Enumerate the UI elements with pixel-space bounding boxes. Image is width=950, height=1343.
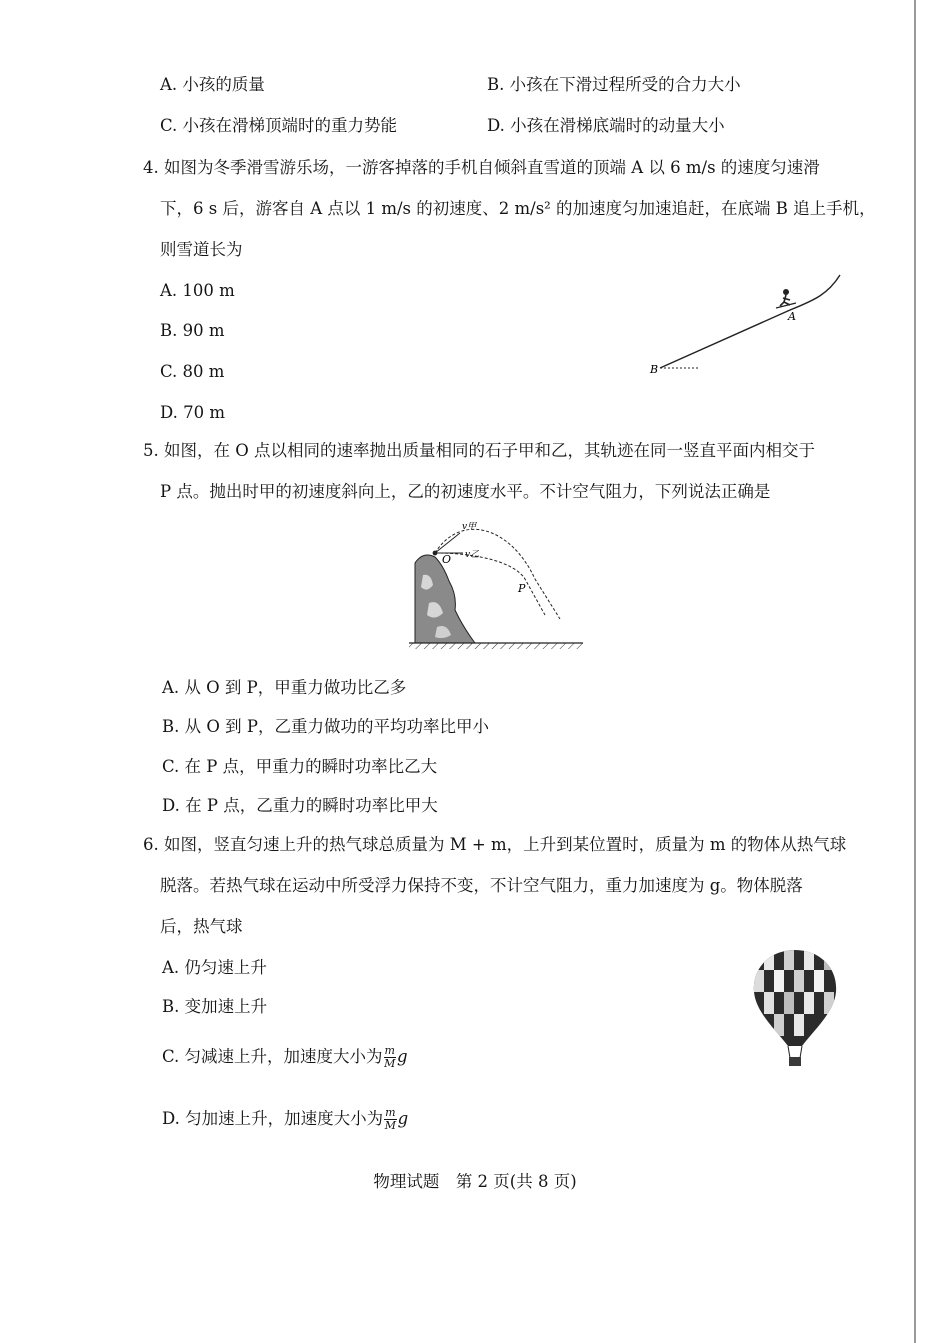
page-footer: 物理试题 第 2 页(共 8 页) (373, 1172, 577, 1191)
q4-stem-line-2: 下，6 s 后，游客自 A 点以 1 m/s 的初速度、2 m/s² 的加速度匀加速追赶，在底端 B 追上手机， (160, 199, 876, 218)
q5-stem-line-2: P 点。抛出时甲的初速度斜向上，乙的初速度水平。不计空气阻力，下列说法正确是 (160, 482, 771, 501)
q6-stem-line-3: 后，热气球 (160, 917, 243, 936)
q4-option-d: D. 70 m (160, 403, 226, 422)
label-o: O (442, 553, 452, 566)
q3-option-c: C. 小孩在滑梯顶端时的重力势能 (160, 116, 398, 135)
ground-hatch (409, 643, 583, 649)
q3-option-a: A. 小孩的质量 (160, 75, 265, 94)
q5-option-d: D. 在 P 点，乙重力的瞬时功率比甲大 (162, 796, 438, 815)
label-v-yi: v乙 (465, 550, 480, 560)
q6-option-a: A. 仍匀速上升 (162, 958, 267, 977)
label-p: P (518, 582, 526, 595)
q5-option-a: A. 从 O 到 P，甲重力做功比乙多 (162, 678, 407, 697)
skier-icon (776, 289, 796, 308)
q5-stem-line-1: 5. 如图，在 O 点以相同的速率抛出质量相同的石子甲和乙，其轨迹在同一竖直平面内相交于 (143, 441, 816, 460)
q6-option-b: B. 变加速上升 (162, 997, 268, 1016)
point-a-label: A (788, 310, 796, 323)
q4-stem-line-3: 则雪道长为 (160, 240, 243, 259)
q5-option-b: B. 从 O 到 P，乙重力做功的平均功率比甲小 (162, 717, 489, 736)
q4-stem-line-1: 4. 如图为冬季滑雪游乐场，一游客掉落的手机自倾斜直雪道的顶端 A 以 6 m/s 的速度匀速滑 (143, 158, 820, 177)
hot-air-balloon-image (750, 948, 840, 1070)
fraction-m-over-m: $\frac{m}{M}$ (384, 1106, 396, 1132)
q3-option-b: B. 小孩在下滑过程所受的合力大小 (487, 75, 741, 94)
q6-option-d: D. 匀加速上升，加速度大小为 $\frac{m}{M}$ g (162, 1106, 409, 1132)
q4-option-b: B. 90 m (160, 321, 225, 340)
balloon-basket (789, 1057, 801, 1066)
q6-stem-line-2: 脱落。若热气球在运动中所受浮力保持不变，不计空气阻力，重力加速度为 g。物体脱落 (160, 876, 803, 895)
q6-option-d-text: D. 匀加速上升，加速度大小为 (162, 1109, 384, 1128)
q6-option-c-text: C. 匀减速上升，加速度大小为 (162, 1047, 383, 1066)
q5-trajectory-figure (405, 515, 585, 660)
q5-option-c: C. 在 P 点，甲重力的瞬时功率比乙大 (162, 757, 438, 776)
label-v-jia: v甲 (462, 522, 477, 532)
q3-option-d: D. 小孩在滑梯底端时的动量大小 (487, 116, 725, 135)
velocity-arrow-jia (435, 533, 460, 553)
fraction-m-over-m: $\frac{m}{M}$ (384, 1044, 396, 1070)
q6-stem-line-1: 6. 如图，竖直匀速上升的热气球总质量为 M + m，上升到某位置时，质量为 m 的物体从热气球 (143, 835, 847, 854)
q6-option-c: C. 匀减速上升，加速度大小为 $\frac{m}{M}$ g (162, 1044, 408, 1070)
point-b-label: B (650, 363, 659, 376)
q4-option-a: A. 100 m (160, 281, 235, 300)
page-edge-line (914, 0, 916, 1343)
cliff-rock (415, 555, 475, 643)
q4-slope-figure (640, 270, 850, 380)
q4-option-c: C. 80 m (160, 362, 225, 381)
